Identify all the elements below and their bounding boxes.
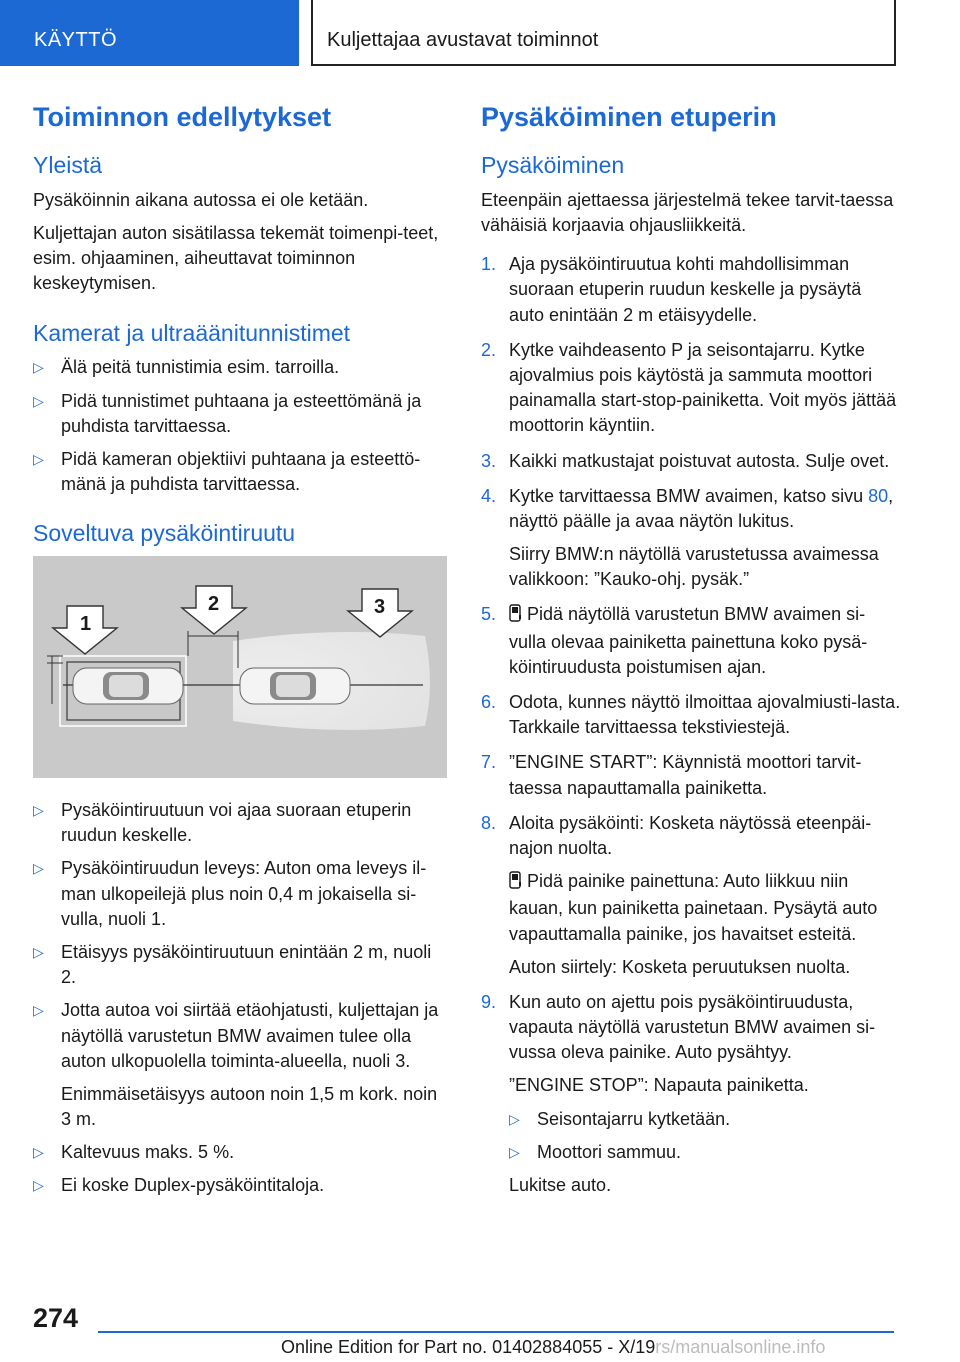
step-item: 5. Pidä näytöllä varustetun BMW avaimen si-vulla olevaa painiketta painettuna koko pysä-köintiruudusta poistumisen ajan.	[481, 604, 868, 677]
arrow-1-label: 1	[80, 613, 92, 636]
triangle-right-icon: ▷	[33, 802, 44, 819]
triangle-right-icon: ▷	[33, 450, 44, 467]
triangle-right-icon: ▷	[33, 359, 44, 376]
step-item: 9. Kun auto on ajettu pois pysäköintiruudusta, vapauta näytöllä varustetun BMW avaimen si-vussa oleva painike. Auto pysähtyy. ”ENGINE STOP”: Napauta painiketta. ▷ Seisontajarru kytketään. ▷ Moottori sammuu. Lukitse auto.	[481, 990, 901, 1198]
step-sub-list	[509, 1107, 901, 1165]
step-item: 2. Kytke vaihdeasento P ja seisontajarru. Kytke ajovalmius pois käytöstä ja sammuta moottori painamalla start-stop-painiketta. Voit myös jättää moottorin käyntiin.	[481, 339, 897, 436]
step-extra: Siirry BMW:n näytöllä varustetussa avaimessa valikkoon: ”Kauko-ohj. pysäk.”	[509, 544, 879, 590]
triangle-right-icon: ▷	[33, 1144, 44, 1161]
step-extra: ”ENGINE STOP”: Napauta painiketta.	[509, 1075, 809, 1096]
heading-parking: Pysäköiminen	[481, 152, 625, 179]
parking-space-list	[33, 798, 447, 1199]
car-2	[240, 668, 350, 704]
list-item: ▷ Pysäköintiruudun leveys: Auton oma leveys il-man ulkopeilejä plus noin 0,4 m jokaisella si-vulla, nuoli 1.	[33, 858, 427, 929]
list-item: ▷ Pysäköintiruutuun voi ajaa suoraan etuperin ruudun keskelle.	[33, 800, 412, 846]
heading-general: Yleistä	[33, 152, 103, 179]
step-item: 6. Odota, kunnes näyttö ilmoittaa ajovalmiusti-lasta. Tarkkaile tarvittaessa tekstiviestejä.	[481, 692, 901, 738]
list-item: ▷ Pidä kameran objektiivi puhtaana ja esteettö-mänä ja puhdista tarvittaessa.	[33, 448, 421, 495]
list-item: ▷ Seisontajarru kytketään.	[509, 1107, 901, 1132]
footer-edition: Online Edition for Part no. 01402884055 - X/19rs/manualsonline.info	[281, 1337, 826, 1357]
heading-forward-parking: Pysäköiminen etuperin	[481, 102, 777, 132]
right-column	[481, 100, 901, 1208]
heading-requirements: Toiminnon edellytykset	[33, 102, 332, 132]
triangle-right-icon: ▷	[509, 1143, 520, 1160]
section-title: Kuljettajaa avustavat toiminnot	[311, 0, 896, 66]
parking-steps	[481, 252, 901, 1198]
list-item-extra: Enimmäisetäisyys autoon noin 1,5 m kork. noin 3 m.	[61, 1083, 438, 1130]
step-item: 3. Kaikki matkustajat poistuvat autosta. Sulje ovet.	[481, 450, 890, 471]
key-remote-icon	[509, 604, 521, 629]
triangle-right-icon: ▷	[33, 860, 44, 877]
chapter-tab: KÄYTTÖ	[0, 0, 299, 66]
watermark: rs/manualsonline.info	[655, 1337, 826, 1357]
list-item: ▷ Pidä tunnistimet puhtaana ja esteettömänä ja puhdista tarvittaessa.	[33, 390, 422, 436]
step-extra: Lukitse auto.	[509, 1175, 612, 1196]
parking-space-illustration	[33, 556, 447, 778]
heading-parking-space: Soveltuva pysäköintiruutu	[33, 520, 296, 547]
triangle-right-icon: ▷	[509, 1110, 520, 1127]
triangle-right-icon: ▷	[33, 1002, 44, 1019]
intro-text: Eteenpäin ajettaessa järjestelmä tekee tarvit-taessa vähäisiä korjaavia ohjausliikkeitä.	[481, 189, 894, 236]
step-item: 4. Kytke tarvittaessa BMW avaimen, katso sivu 80, näyttö päälle ja avaa näytön lukitus. Siirry BMW:n näytöllä varustetussa avaimessa valikkoon: ”Kauko-ohj. pysäk.”	[481, 484, 901, 593]
list-item: ▷ Jotta autoa voi siirtää etäohjatusti, kuljettajan ja näytöllä varustetun BMW avaimen tulee olla auton ulkopuolella toiminta-alueella, nuoli 3. Enimmäisetäisyys autoon noin 1,5 m kork. noin 3 m.	[33, 998, 447, 1132]
step-item: 7. ”ENGINE START”: Käynnistä moottori tarvit-taessa napauttamalla painiketta.	[481, 752, 862, 798]
page-link[interactable]: 80	[868, 485, 889, 506]
key-remote-icon	[509, 871, 521, 896]
step-item: 8. Aloita pysäköinti: Kosketa näytössä eteenpäi-najon nuolta. Pidä painike painettuna: Auto liikkuu niin kauan, kun painiketta painetaan. Pysäytä auto vapauttamalla painike, jos havaitset esteitä. Auton siirtely: Kosketa peruutuksen nuolta.	[481, 811, 901, 980]
triangle-right-icon: ▷	[33, 392, 44, 409]
left-column	[33, 100, 447, 1207]
page-number: 274	[33, 1303, 79, 1333]
footer-divider	[98, 1331, 894, 1333]
sensor-list	[33, 355, 447, 497]
list-item: ▷ Etäisyys pysäköintiruutuun enintään 2 m, nuoli 2.	[33, 941, 432, 988]
list-item: ▷ Ei koske Duplex-pysäköintitaloja.	[33, 1173, 447, 1198]
list-item: ▷ Älä peitä tunnistimia esim. tarroilla.	[33, 355, 447, 380]
arrow-3-label: 3	[374, 596, 386, 619]
step-extra: Pidä painike painettuna: Auto liikkuu niin kauan, kun painiketta painetaan. Pysäytä auto vapauttamalla painike, jos havaitset esteitä.	[509, 871, 878, 944]
general-text-1: Pysäköinnin aikana autossa ei ole ketään.	[33, 189, 369, 210]
list-item: ▷ Kaltevuus maks. 5 %.	[33, 1140, 447, 1165]
general-text-2: Kuljettajan auton sisätilassa tekemät toimenpi-teet, esim. ohjaaminen, aiheuttavat toiminnon keskeytymisen.	[33, 223, 439, 294]
step-extra: Auton siirtely: Kosketa peruutuksen nuolta.	[509, 956, 851, 977]
triangle-right-icon: ▷	[33, 1177, 44, 1194]
list-item: ▷ Moottori sammuu.	[509, 1140, 901, 1165]
parking-diagram	[33, 556, 447, 778]
triangle-right-icon: ▷	[33, 943, 44, 960]
arrow-2-label: 2	[208, 593, 220, 616]
heading-sensors: Kamerat ja ultraäänitunnistimet	[33, 319, 351, 346]
step-item: 1. Aja pysäköintiruutua kohti mahdollisimman suoraan etuperin ruudun keskelle ja pysäytä auto enintään 2 m etäisyydelle.	[481, 254, 862, 325]
car-1	[73, 668, 183, 704]
